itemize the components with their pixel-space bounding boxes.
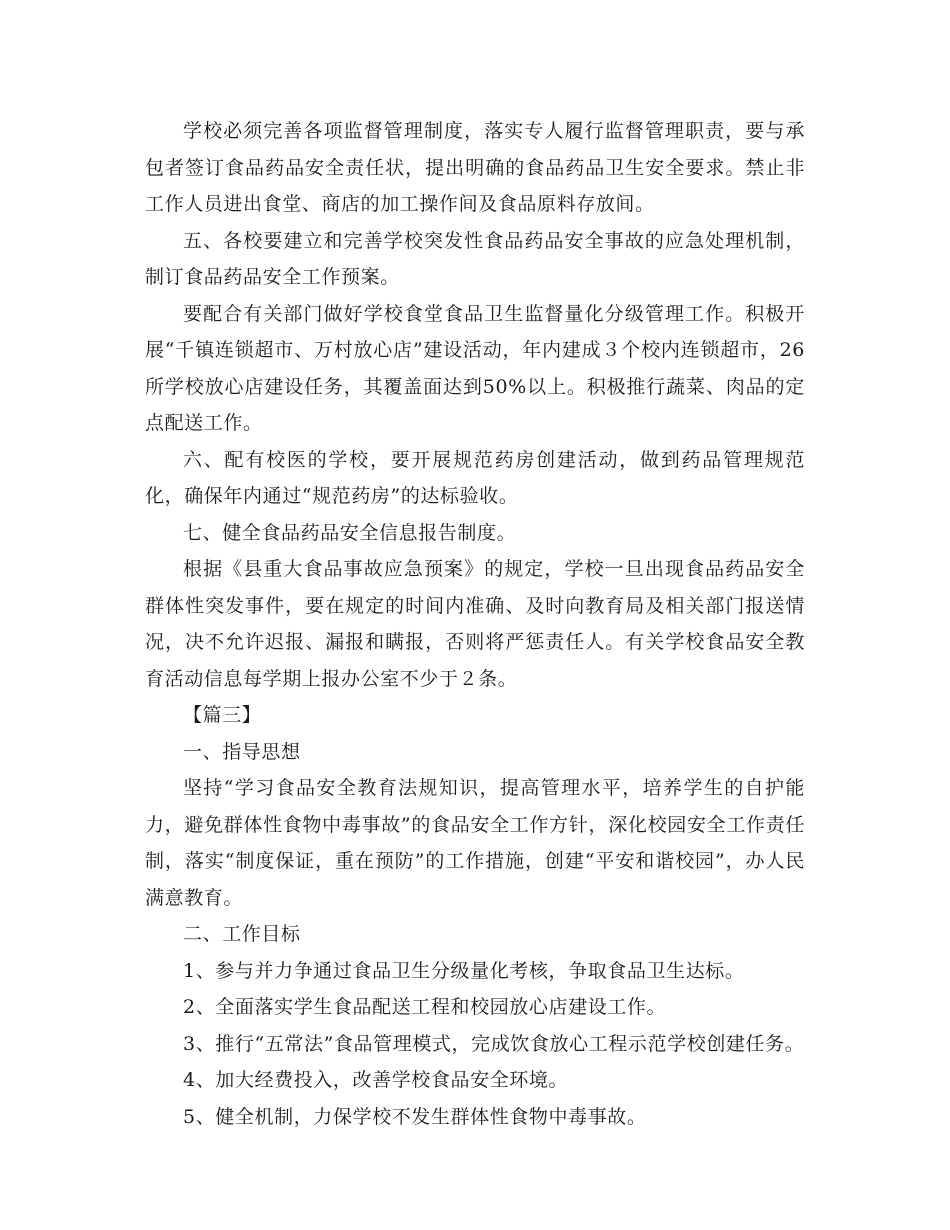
paragraph: 要配合有关部门做好学校食堂食品卫生监督量化分级管理工作。积极开展“千镇连锁超市、万村放心店”建设活动，年内建成３个校内连锁超市，26所学校放心店建设任务，其覆盖面达到50%以上。积极推行蔬菜、肉品的定点配送工作。 (145, 302, 805, 434)
paragraph: 坚持“学习食品安全教育法规知识，提高管理水平，培养学生的自护能力，避免群体性食物中毒事故”的食品安全工作方针，深化校园安全工作责任制，落实“制度保证，重在预防”的工作措施，创建“平安和谐校园”，办人民满意教育。 (145, 777, 805, 909)
list-item: 4、加大经费投入，改善学校食品安全环境。 (183, 1069, 569, 1091)
paragraph: 六、配有校医的学校，要开展规范药房创建活动，做到药品管理规范化，确保年内通过“规范药房”的达标验收。 (145, 448, 805, 507)
subheading: 一、指导思想 (183, 740, 301, 763)
section-heading: 【篇三】 (183, 704, 262, 726)
list-item: 3、推行“五常法”食品管理模式，完成饮食放心工程示范学校创建任务。 (183, 1032, 805, 1055)
paragraph: 七、健全食品药品安全信息报告制度。 (183, 521, 517, 544)
list-item: 2、全面落实学生食品配送工程和校园放心店建设工作。 (183, 996, 667, 1018)
paragraph: 五、各校要建立和完善学校突发性食品药品安全事故的应急处理机制，制订食品药品安全工作预案。 (145, 229, 805, 288)
list-item: 5、健全机制，力保学校不发生群体性食物中毒事故。 (183, 1105, 647, 1128)
paragraph: 学校必须完善各项监督管理制度，落实专人履行监督管理职责，要与承包者签订食品药品安全责任状，提出明确的食品药品卫生安全要求。禁止非工作人员进出食堂、商店的加工操作间及食品原料存放间。 (145, 120, 805, 215)
document-body (145, 113, 805, 1135)
paragraph: 根据《县重大食品事故应急预案》的规定，学校一旦出现食品药品安全群体性突发事件，要在规定的时间内准确、及时向教育局及相关部门报送情况，决不允许迟报、漏报和瞒报，否则将严惩责任人。有关学校食品安全教育活动信息每学期上报办公室不少于２条。 (145, 558, 805, 690)
list-item: 1、参与并力争通过食品卫生分级量化考核，争取食品卫生达标。 (183, 959, 745, 982)
subheading: 二、工作目标 (183, 923, 301, 945)
